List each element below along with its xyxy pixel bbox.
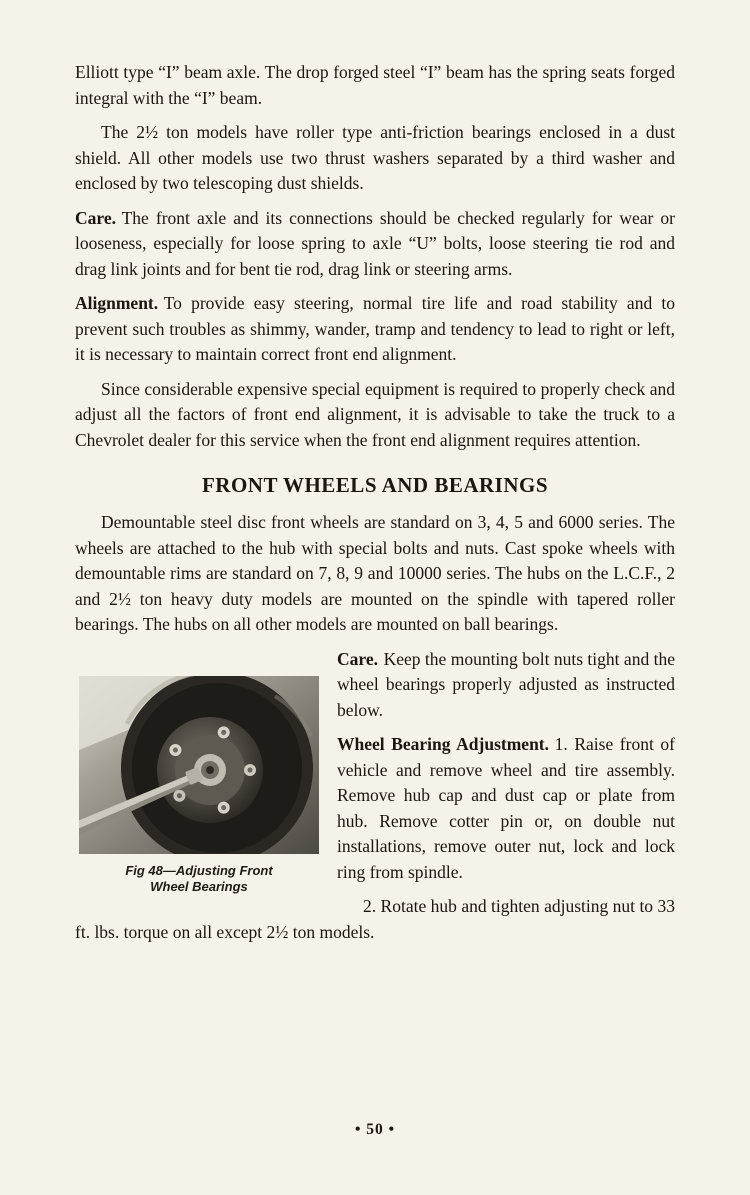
figure-48-caption: Fig 48—Adjusting Front Wheel Bearings: [125, 862, 273, 894]
figure-48: [79, 676, 319, 895]
paragraph-alignment-text: To provide easy steering, normal tire life and road stability and to prevent such troubles as shimmy, wander, tramp and tendency to lead to right or left, it is necessary to maintain correct front end alignment.: [75, 293, 675, 364]
paragraph-bearing-adjustment-text: 1. Raise front of vehicle and remove wheel and tire assembly. Remove hub cap and dust cap or plate from hub. Remove cotter pin or, on double nut installations, remove outer nut, lock and lock ring from spindle.: [337, 734, 675, 882]
figure-text-flow: [75, 647, 675, 955]
paragraph-care-axle-text: The front axle and its connections should be checked regularly for wear or looseness, especially for loose spring to axle “U” bolts, loose steering tie rod and drag link joints and for bent tie rod, drag link or steering arms.: [75, 207, 675, 279]
wheel-hub-photo: [79, 676, 319, 854]
paragraph-step2: 2. Rotate hub and tighten adjusting nut to 33 ft. lbs. torque on all except 2½ ton models.: [75, 896, 675, 942]
paragraph-alignment-dealer: Since considerable expensive special equipment is required to properly check and adjust all the factors of front end alignment, it is advisable to take the truck to a Chevrolet dealer for this service when the front end alignment requires attention.: [75, 378, 675, 450]
section-heading-front-wheels: FRONT WHEELS AND BEARINGS: [201, 473, 549, 497]
paragraph-lead-alignment: Alignment.: [75, 293, 159, 313]
paragraph-care-axle: [75, 206, 675, 283]
paragraph-lead-care-wheels: Care.: [337, 648, 378, 669]
paragraph-wheels: Demountable steel disc front wheels are standard on 3, 4, 5 and 6000 series. The wheels are attached to the hub with special bolts and nuts. Cast spoke wheels with demountable rims are standard on 7, 8, 9 and 10000 series. The hubs on the L.C.F., 2 and 2½ ton heavy duty models are mounted on the spindle with tapered roller bearings. The hubs on all other models are mounted on ball bearings.: [75, 512, 675, 634]
paragraph-lead-care: Care.: [75, 207, 116, 228]
page-number: • 50 •: [354, 1121, 396, 1138]
paragraph-care-wheels-text: Keep the mounting bolt nuts tight and the wheel bearings properly adjusted as instructed below.: [337, 648, 675, 720]
paragraph-alignment: [75, 291, 675, 368]
paragraph-lead-bearing-adjustment: Wheel Bearing Adjustment.: [337, 734, 550, 754]
wheel-hub-photo-illustration: [79, 676, 319, 854]
paragraph-axle: Elliott type “I” beam axle. The drop forged steel “I” beam has the spring seats forged integral with the “I” beam.: [75, 62, 675, 108]
paragraph-antifriction: The 2½ ton models have roller type anti-friction bearings enclosed in a dust shield. All other models use two thrust washers separated by a third washer and enclosed by two telescoping dust shields.: [75, 122, 675, 193]
